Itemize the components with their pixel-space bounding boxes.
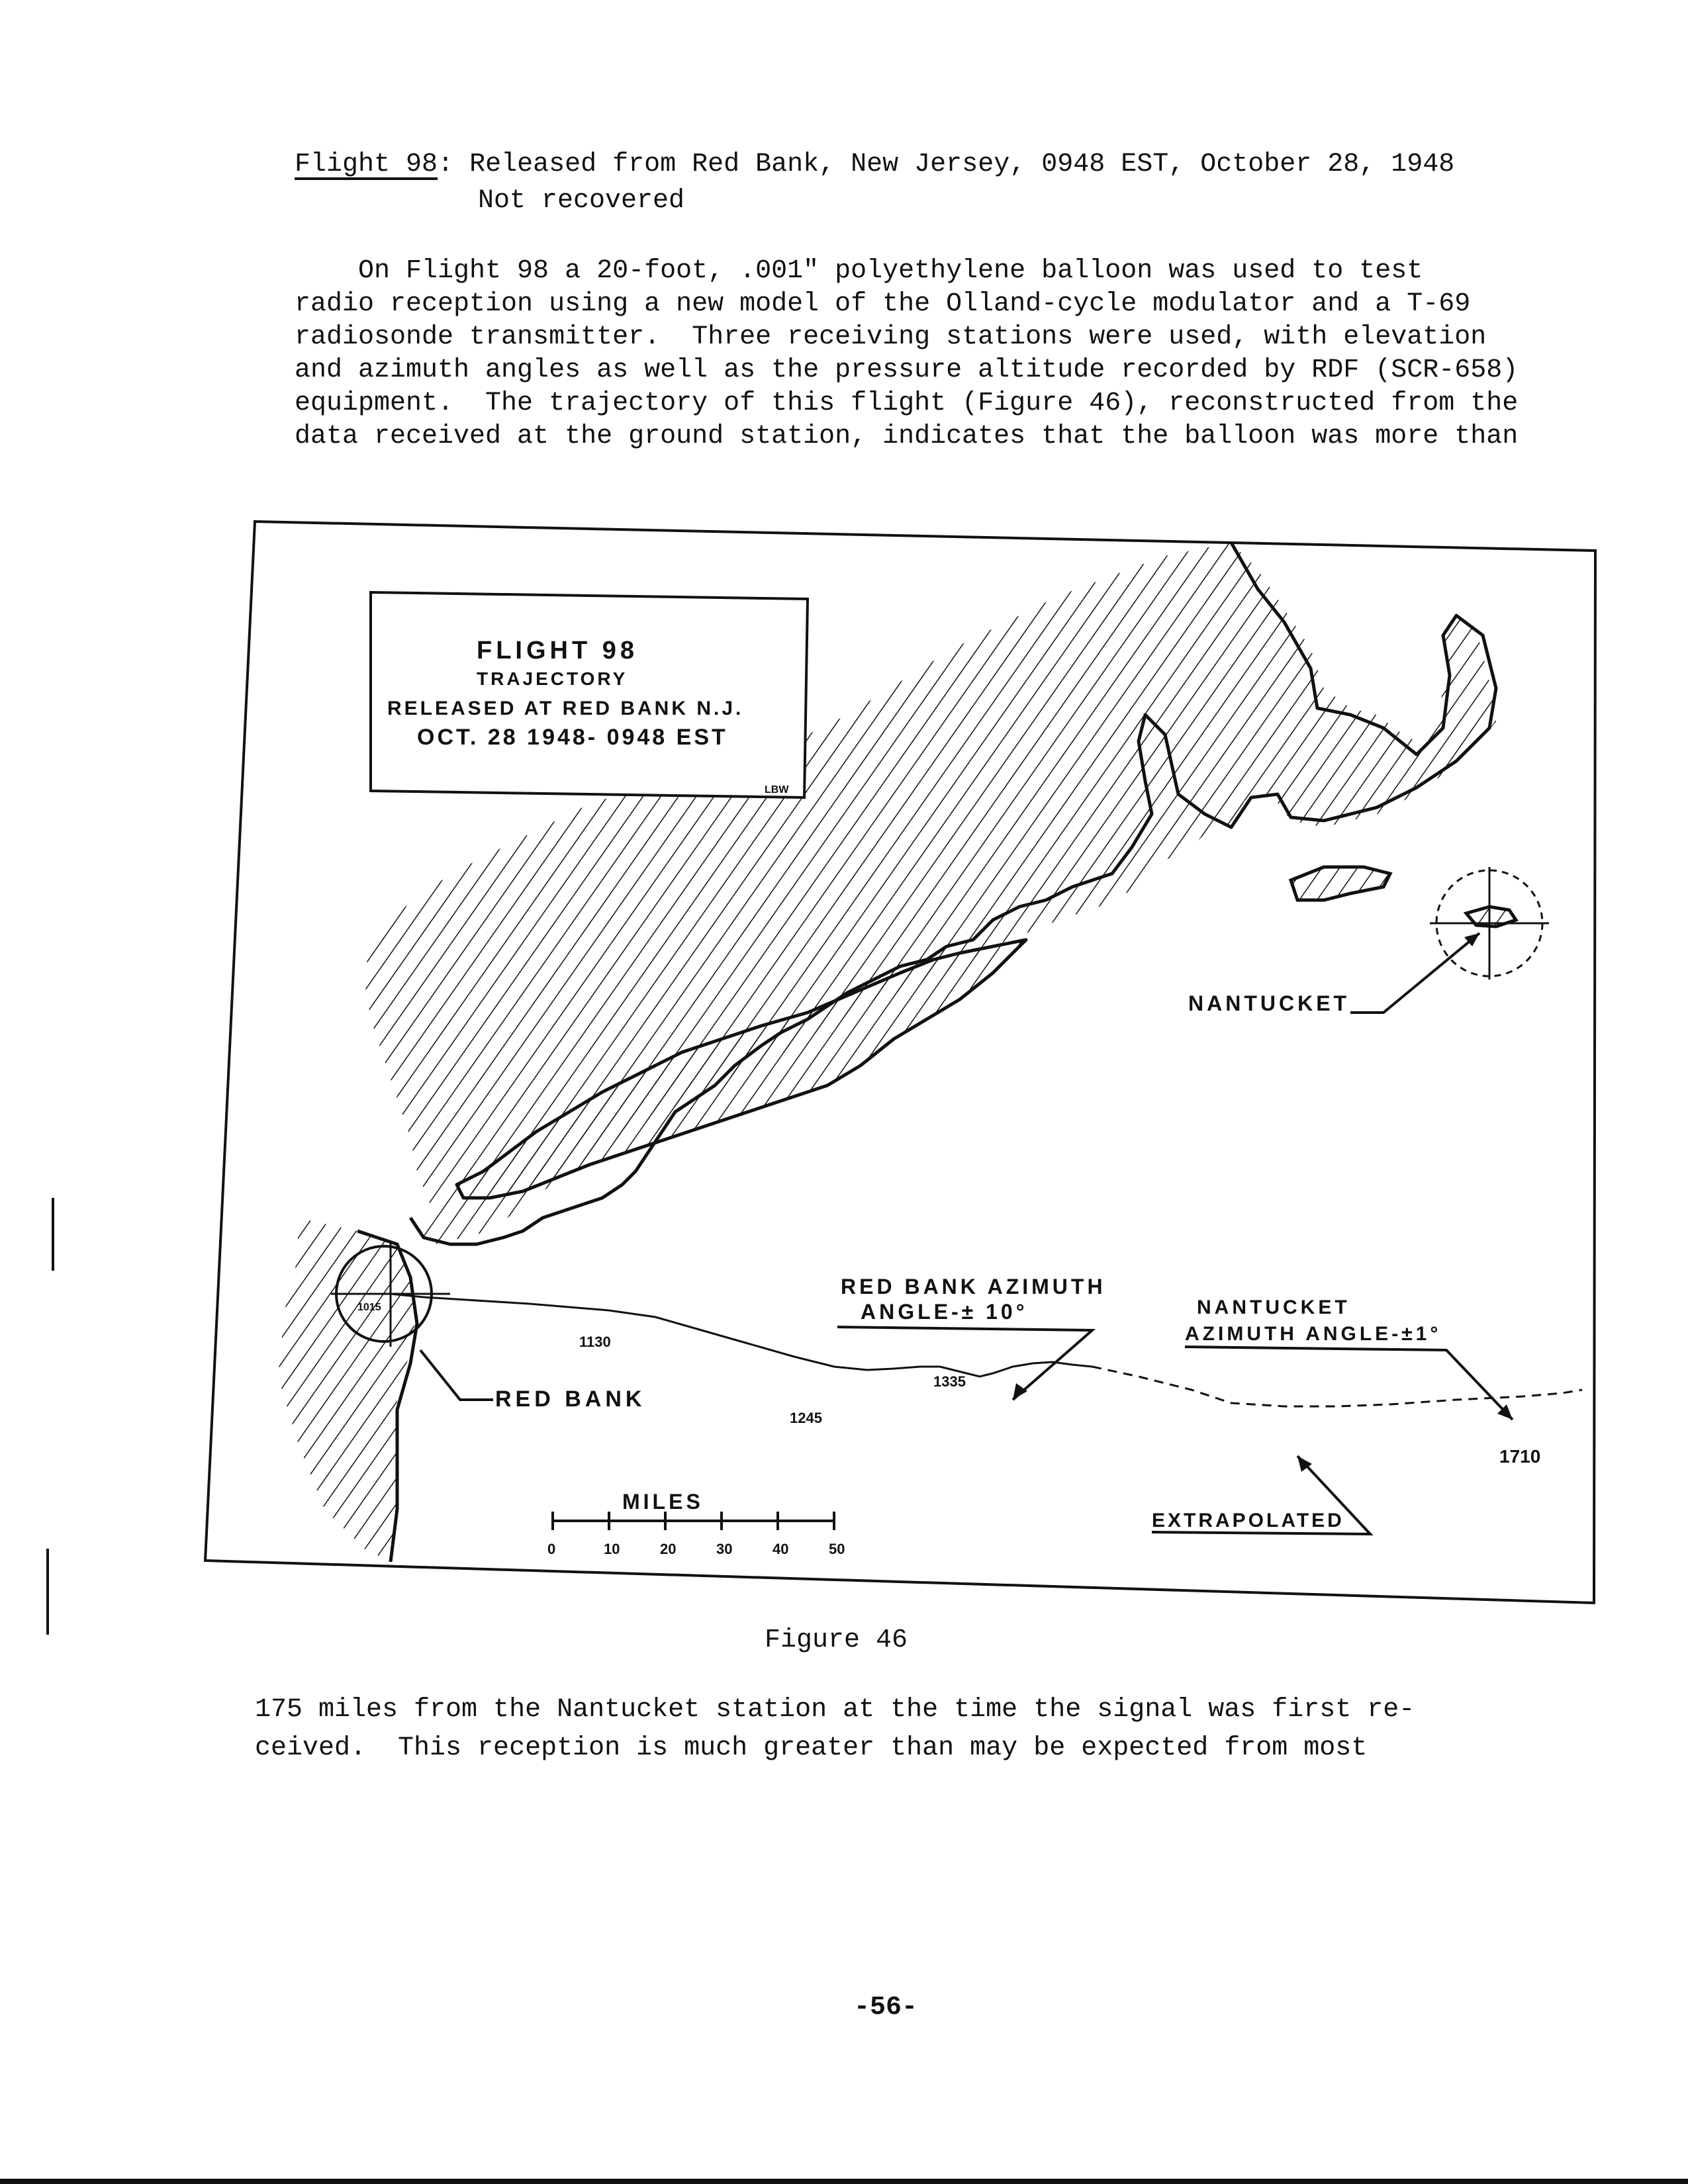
margin-mark (46, 1549, 49, 1635)
paragraph-line: equipment. The trajectory of this flight (Figure 46), reconstructed from the (295, 388, 1519, 418)
nantucket-azimuth-label-2: AZIMUTH ANGLE-±1° (1185, 1323, 1442, 1345)
nantucket-label: NANTUCKET (1188, 991, 1350, 1015)
red-bank-azimuth-label-1: RED BANK AZIMUTH (841, 1275, 1106, 1298)
paragraph-line: radiosonde transmitter. Three receiving stations were used, with elevation (295, 322, 1487, 352)
paragraph-line: data received at the ground station, indicates that the balloon was more than (295, 422, 1519, 451)
nantucket-leader-line (1350, 933, 1479, 1013)
margin-mark (52, 1198, 54, 1271)
title-initials: LBW (765, 784, 789, 796)
scale-tick-label: 0 (547, 1541, 556, 1557)
extrapolated-label: EXTRAPOLATED (1152, 1510, 1344, 1531)
nantucket-azimuth-label-1: NANTUCKET (1197, 1297, 1350, 1318)
scale-tick-labels (547, 1541, 845, 1557)
time-label-1710: 1710 (1499, 1446, 1541, 1467)
paragraph-line: On Flight 98 a 20-foot, .001" polyethylene balloon was used to test (295, 256, 1423, 286)
title-line-1: FLIGHT 98 (477, 637, 639, 664)
island-marthas-vineyard (1291, 867, 1390, 900)
paragraph-line: and azimuth angles as well as the pressure altitude recorded by RDF (SCR-658) (295, 355, 1519, 385)
time-label-1335: 1335 (933, 1373, 966, 1390)
red-bank-azimuth-arrowhead (1013, 1383, 1027, 1400)
title-box (371, 592, 808, 797)
time-label-1015: 1015 (357, 1302, 381, 1313)
time-label-1245: 1245 (790, 1410, 822, 1426)
paragraph-1 (295, 255, 1572, 453)
scale-tick-label: 30 (716, 1541, 733, 1557)
flight-heading (295, 149, 1454, 181)
heading-separator: : (438, 150, 454, 179)
scale-tick-label: 20 (660, 1541, 677, 1557)
paragraph-line: ceived. This reception is much greater than may be expected from most (255, 1733, 1368, 1763)
extrapolated-path (1092, 1367, 1582, 1406)
release-info: Released from Red Bank, New Jersey, 0948 EST, October 28, 1948 (453, 150, 1455, 179)
figure-caption: Figure 46 (765, 1625, 908, 1655)
paragraph-line: 175 miles from the Nantucket station at the time the signal was first re- (255, 1695, 1415, 1725)
flight-label: Flight 98 (295, 150, 438, 179)
paragraph-2 (255, 1691, 1552, 1768)
recovery-status: Not recovered (478, 186, 685, 216)
scale-tick-label: 40 (773, 1541, 789, 1557)
title-line-3: RELEASED AT RED BANK N.J. (387, 698, 744, 719)
page-bottom-edge (0, 2179, 1688, 2184)
time-label-1130: 1130 (579, 1334, 611, 1350)
nantucket-azimuth-leader (1185, 1347, 1513, 1420)
red-bank-azimuth-label-2: ANGLE-± 10° (861, 1300, 1028, 1324)
red-bank-leader-line (420, 1350, 493, 1400)
red-bank-label: RED BANK (495, 1387, 646, 1412)
scale-tick-label: 10 (604, 1541, 620, 1557)
title-line-2: TRAJECTORY (477, 668, 628, 689)
scale-tick-label: 50 (829, 1541, 845, 1557)
page-number: -56- (854, 1993, 918, 2023)
trajectory-map-figure (199, 516, 1615, 1608)
scale-title: MILES (622, 1490, 704, 1514)
paragraph-line: radio reception using a new model of the Olland-cycle modulator and a T-69 (295, 289, 1471, 319)
title-line-4: OCT. 28 1948- 0948 EST (417, 725, 728, 750)
